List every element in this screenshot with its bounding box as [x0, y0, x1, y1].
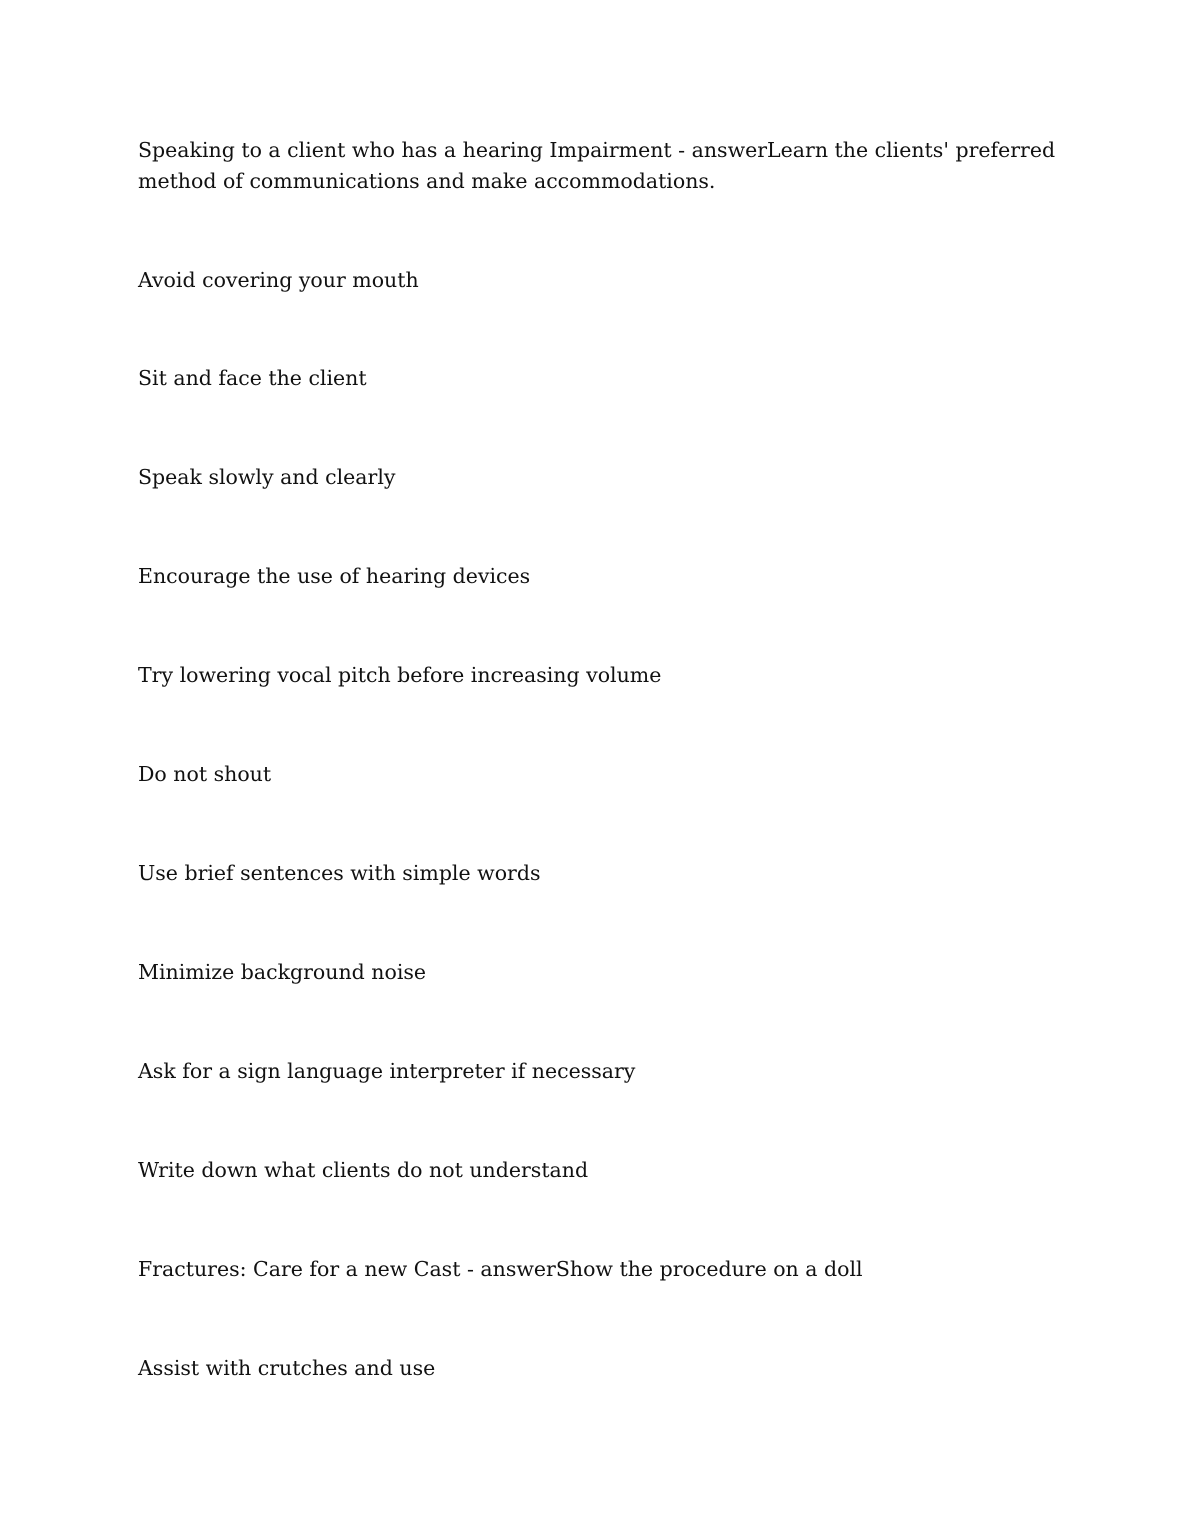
paragraph-hearing-impairment: Speaking to a client who has a hearing Impairment - answerLearn the clients' preferred method of communications and make accommodations. — [138, 138, 1056, 193]
paragraph-lower-vocal-pitch: Try lowering vocal pitch before increasing volume — [138, 663, 662, 687]
paragraph-background-noise: Minimize background noise — [138, 960, 427, 984]
paragraph-write-down: Write down what clients do not understand — [138, 1158, 589, 1182]
paragraph-do-not-shout: Do not shout — [138, 762, 272, 786]
paragraph-hearing-devices: Encourage the use of hearing devices — [138, 564, 531, 588]
paragraph-avoid-covering-mouth: Avoid covering your mouth — [138, 268, 419, 292]
paragraph-sign-language: Ask for a sign language interpreter if necessary — [138, 1059, 636, 1083]
paragraph-brief-sentences: Use brief sentences with simple words — [138, 861, 541, 885]
paragraph-sit-face-client: Sit and face the client — [138, 366, 367, 390]
paragraph-fractures-cast: Fractures: Care for a new Cast - answerShow the procedure on a doll — [138, 1257, 863, 1281]
paragraph-speak-slowly: Speak slowly and clearly — [138, 465, 396, 489]
paragraph-crutches: Assist with crutches and use — [138, 1356, 436, 1380]
